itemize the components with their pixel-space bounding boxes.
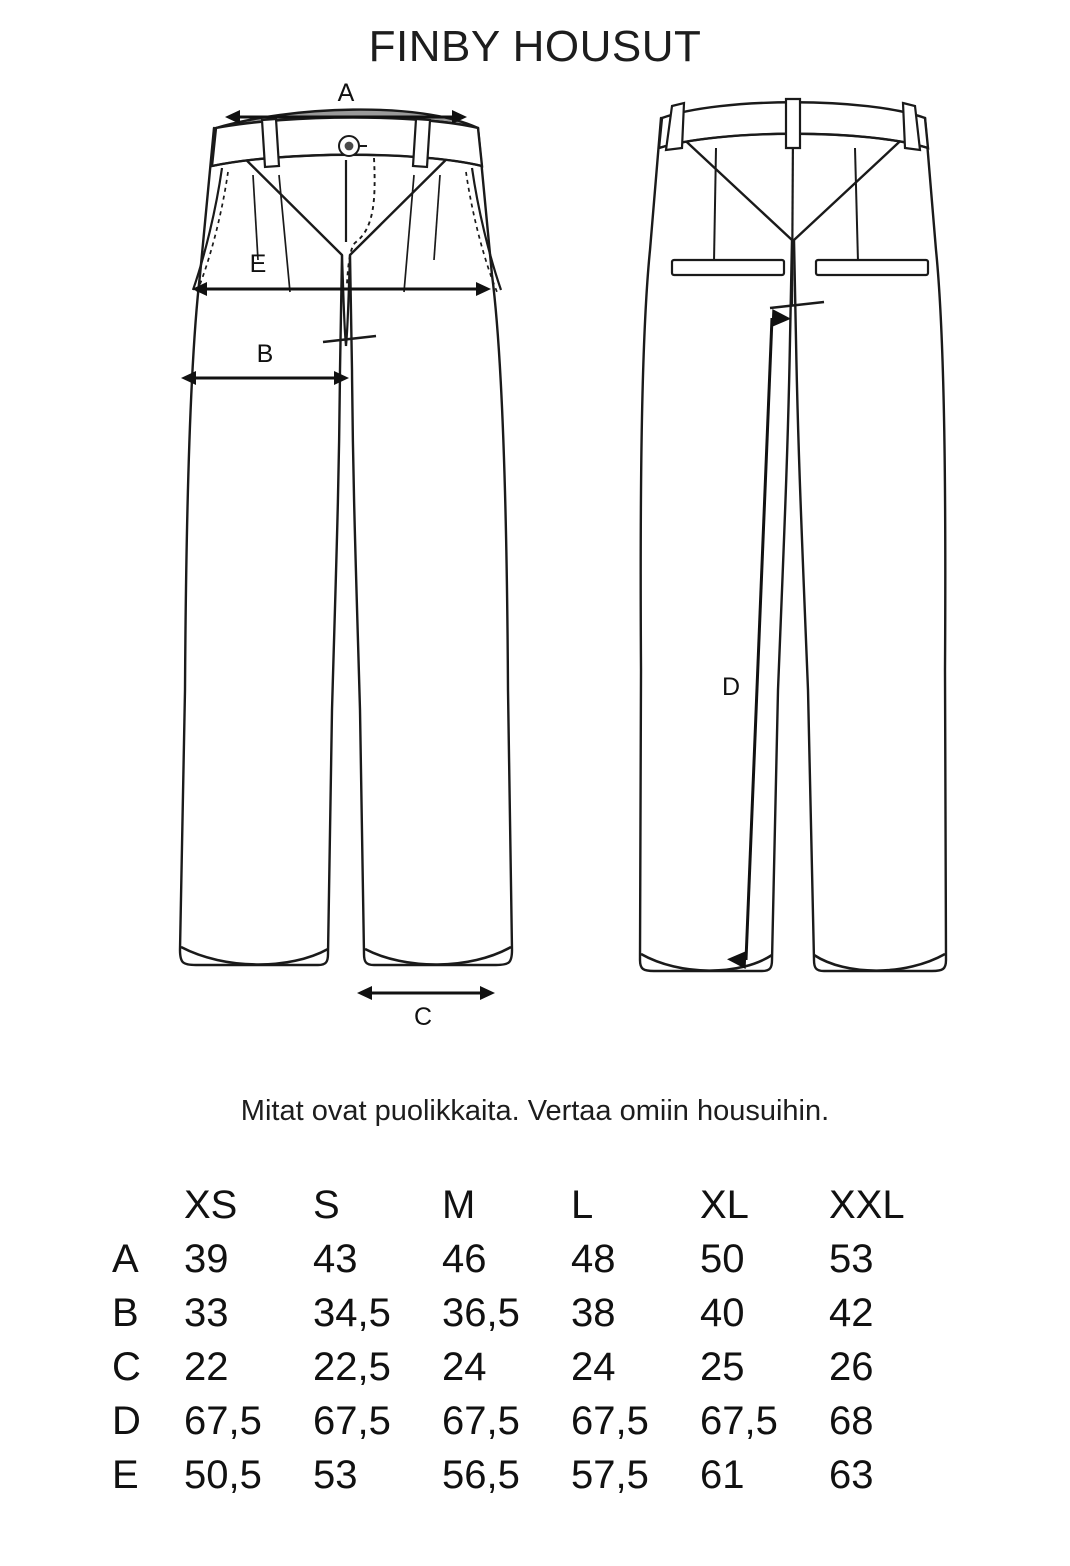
back-left-leg (640, 118, 792, 971)
pants-illustration (0, 70, 1070, 1040)
cell-a-s: 43 (313, 1237, 358, 1281)
header-size-xxl: XXL (829, 1183, 905, 1227)
back-right-leg (794, 118, 946, 971)
belt-loop-left (262, 119, 279, 167)
table-row (112, 1232, 958, 1286)
cell-d-xl: 67,5 (700, 1399, 778, 1443)
cell-d-xxl: 68 (829, 1399, 874, 1443)
back-center-seam (792, 128, 793, 305)
cell-c-xl: 25 (700, 1345, 745, 1389)
cell-b-xl: 40 (700, 1291, 745, 1335)
table-row (112, 1286, 958, 1340)
table-row (112, 1448, 958, 1502)
cell-b-xs: 33 (184, 1291, 229, 1335)
front-crotch-seam-2 (346, 255, 350, 346)
back-welt-pocket-right (816, 260, 928, 275)
row-label-c: C (112, 1345, 141, 1389)
measure-c-label: C (413, 1003, 433, 1031)
back-belt-loop-left (666, 103, 684, 150)
cell-a-m: 46 (442, 1237, 487, 1281)
cell-b-l: 38 (571, 1291, 616, 1335)
measure-e-label: E (249, 250, 267, 278)
page-title: FINBY HOUSUT (368, 22, 702, 71)
row-label-e: E (112, 1453, 139, 1497)
table-header-row (112, 1178, 958, 1232)
size-chart-table (112, 1178, 958, 1502)
front-crotch-seam (342, 255, 346, 346)
header-size-xl: XL (700, 1183, 749, 1227)
cell-a-xs: 39 (184, 1237, 229, 1281)
cell-e-xs: 50,5 (184, 1453, 262, 1497)
measure-a-label: A (337, 79, 355, 107)
front-pants-group (180, 79, 512, 1031)
cell-c-l: 24 (571, 1345, 616, 1389)
header-size-s: S (313, 1183, 340, 1227)
belt-loop-right (413, 119, 430, 167)
cell-a-xxl: 53 (829, 1237, 874, 1281)
back-belt-loop-right (903, 103, 920, 150)
cell-e-s: 53 (313, 1453, 358, 1497)
cell-c-xxl: 26 (829, 1345, 874, 1389)
cell-b-s: 34,5 (313, 1291, 391, 1335)
row-label-b: B (112, 1291, 139, 1335)
pants-diagram-svg (0, 70, 1070, 1040)
measure-d-label: D (721, 673, 741, 701)
cell-d-l: 67,5 (571, 1399, 649, 1443)
cell-d-s: 67,5 (313, 1399, 391, 1443)
table-row (112, 1340, 958, 1394)
cell-c-xs: 22 (184, 1345, 229, 1389)
back-pants-group (640, 99, 946, 971)
cell-c-m: 24 (442, 1345, 487, 1389)
cell-b-m: 36,5 (442, 1291, 520, 1335)
cell-d-xs: 67,5 (184, 1399, 262, 1443)
row-label-d: D (112, 1399, 141, 1443)
header-row-label (112, 1178, 184, 1232)
cell-a-l: 48 (571, 1237, 616, 1281)
header-size-m: M (442, 1183, 476, 1227)
cell-d-m: 67,5 (442, 1399, 520, 1443)
cell-e-m: 56,5 (442, 1453, 520, 1497)
cell-c-s: 22,5 (313, 1345, 391, 1389)
measure-b-label: B (256, 340, 274, 368)
header-size-l: L (571, 1183, 594, 1227)
back-belt-loop-center (786, 99, 800, 148)
measurement-note: Mitat ovat puolikkaita. Vertaa omiin housuihin. (240, 1095, 830, 1127)
cell-e-l: 57,5 (571, 1453, 649, 1497)
cell-a-xl: 50 (700, 1237, 745, 1281)
cell-b-xxl: 42 (829, 1291, 874, 1335)
back-welt-pocket-left (672, 260, 784, 275)
cell-e-xxl: 63 (829, 1453, 874, 1497)
row-label-a: A (112, 1237, 139, 1281)
table-row (112, 1394, 958, 1448)
front-right-leg (350, 128, 512, 965)
cell-e-xl: 61 (700, 1453, 745, 1497)
button-inner-icon (345, 142, 354, 151)
header-size-xs: XS (184, 1183, 238, 1227)
